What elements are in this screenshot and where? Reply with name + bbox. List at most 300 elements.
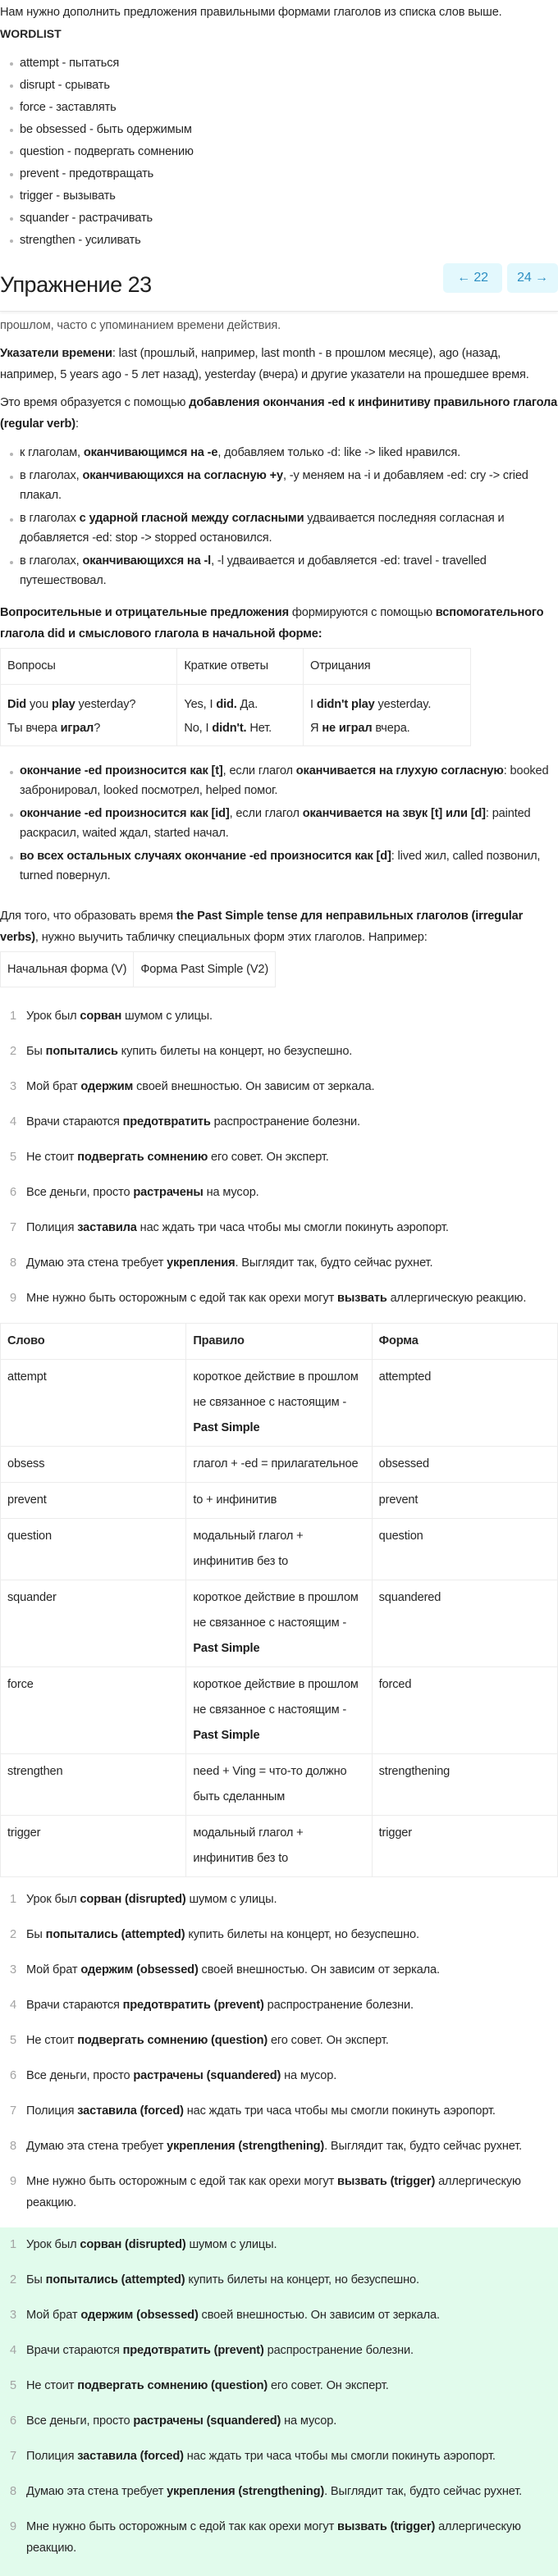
table-row [1, 1483, 558, 1519]
item-text [26, 2379, 389, 2392]
bold-segment: Did [7, 698, 27, 711]
text-segment: купить билеты на концерт, но безуспешно. [185, 1928, 419, 1941]
questions-paragraph [0, 602, 558, 645]
text-segment: need + Ving = что-то должно быть сделанным [193, 1765, 347, 1803]
item-number: 4 [10, 1999, 16, 2012]
final-answer-item [0, 2375, 558, 2396]
item-number: 9 [10, 1292, 16, 1305]
table-header: Краткие ответы [177, 649, 304, 685]
item-number: 9 [10, 2520, 16, 2533]
text-segment: его совет. Он эксперт. [208, 1151, 329, 1164]
wordlist-title: WORDLIST [0, 27, 62, 40]
text-segment: нас ждать три часа чтобы мы смогли покинуть аэропорт. [183, 2104, 496, 2118]
bold-segment: подвергать сомнению (question) [77, 2034, 268, 2047]
exercise-header [0, 260, 558, 312]
text-segment: шумом с улицы. [121, 1010, 213, 1023]
final-answer-item [0, 2269, 558, 2291]
text-segment: Урок был [26, 2238, 80, 2251]
translation-item [0, 1217, 558, 1238]
prev-exercise-button[interactable]: ← 22 [443, 263, 502, 293]
item-text [26, 2485, 522, 2498]
item-number: 7 [10, 2104, 16, 2118]
pronunciation-item [8, 804, 558, 843]
text-segment: you [26, 698, 52, 711]
partial-text-line: прошлом, часто с упоминанием времени действия. [0, 319, 281, 332]
next-exercise-button[interactable]: 24 → [507, 263, 558, 293]
rule-item [8, 443, 558, 463]
bold-segment: предотвратить (prevent) [122, 2344, 264, 2357]
bold-segment: Вопросительные и отрицательные предложения [0, 606, 289, 619]
item-number: 8 [10, 2140, 16, 2153]
bold-segment: растрачены [133, 1186, 204, 1199]
page-title: Упражнение 23 [0, 272, 152, 297]
item-text [26, 1080, 374, 1093]
text-segment: : last (прошлый, например, last month - в прошлом месяце), ago (назад, например, 5 years ago - 5 лет назад), yesterday (вчера) и другие указатели на прошедшее время. [0, 347, 529, 381]
item-number: 2 [10, 2273, 16, 2286]
text-segment: к глаголам, [20, 446, 84, 459]
bold-segment: оканчивается на глухую согласную [295, 764, 504, 777]
translation-item [0, 1182, 558, 1203]
text-segment: . Выглядит так, будто сейчас рухнет. [324, 2140, 523, 2153]
text-segment: , -y меняем на -i и добавляем -ed: cry -> cried плакал. [20, 469, 528, 502]
text-segment: Врачи стараются [26, 1115, 123, 1128]
bold-segment: укрепления (strengthening) [167, 2485, 325, 2498]
text-segment: аллергическую реакцию. [386, 1292, 527, 1305]
item-text [26, 1893, 277, 1906]
item-text [26, 2175, 521, 2209]
text-segment: нас ждать три часа чтобы мы смогли покинуть аэропорт. [183, 2450, 496, 2463]
cell-rule [186, 1360, 372, 1447]
item-number: 4 [10, 2344, 16, 2357]
bold-segment: Указатели времени [0, 347, 112, 360]
text-segment: вчера. [372, 722, 410, 735]
item-text [26, 2104, 496, 2118]
text-segment: Думаю эта стена требует [26, 2485, 167, 2498]
bold-segment: попытались (attempted) [45, 2273, 185, 2286]
text-segment: короткое действие в прошлом не связанное с настоящим - [193, 1591, 359, 1630]
text-segment: yesterday. [374, 698, 432, 711]
item-number: 6 [10, 2414, 16, 2428]
text-segment: модальный глагол + инфинитив без to [193, 1826, 304, 1865]
wordlist-item: question - подвергать сомнению [8, 141, 558, 163]
final-answer-item [0, 2481, 558, 2502]
item-text [26, 2273, 419, 2286]
table-header: Форма Past Simple (V2) [134, 952, 276, 987]
bold-segment: окончание -ed произносится как [id] [20, 807, 230, 820]
bold-segment: подвергать сомнению (question) [77, 2379, 268, 2392]
text-segment: , -l удваивается и добавляется -ed: travel - travelled путешествовал. [20, 554, 487, 587]
final-answers-list [0, 2234, 558, 2559]
bold-segment: попытались (attempted) [45, 1928, 185, 1941]
item-number: 4 [10, 1115, 16, 1128]
text-segment: шумом с улицы. [185, 1893, 277, 1906]
rule-item [8, 466, 558, 505]
cell-rule [186, 1447, 372, 1483]
analysis-table [0, 1323, 558, 1877]
text-segment: удваивается последняя согласная и добавляется -ed: stop -> stopped остановился. [20, 512, 505, 545]
cell-line [184, 693, 296, 717]
cell-form: strengthening [372, 1754, 557, 1816]
cell-line [7, 717, 170, 741]
text-segment: модальный глагол + инфинитив без to [193, 1530, 304, 1568]
bold-segment: Past Simple [193, 1729, 260, 1742]
text-segment: Все деньги, просто [26, 1186, 134, 1199]
table-header: Начальная форма (V) [1, 952, 134, 987]
bold-segment: вызвать (trigger) [337, 2175, 436, 2188]
item-text [26, 1963, 440, 1976]
text-segment: Полиция [26, 1221, 78, 1234]
bold-segment: играл [60, 722, 94, 735]
text-segment: его совет. Он эксперт. [268, 2034, 389, 2047]
cell-rule [186, 1816, 372, 1877]
translation-item [0, 1288, 558, 1309]
item-number: 5 [10, 2379, 16, 2392]
answer-item [0, 2171, 558, 2214]
final-answer-item [0, 2410, 558, 2432]
item-text [26, 2238, 277, 2251]
text-segment: Бы [26, 2273, 46, 2286]
table-header: Отрицания [304, 649, 471, 685]
text-segment: , нужно выучить табличку специальных форм этих глаголов. Например: [34, 931, 428, 944]
text-segment: Для того, что образовать время [0, 910, 176, 923]
cell-form: prevent [372, 1483, 557, 1519]
answer-item [0, 1889, 558, 1910]
cell-word: strengthen [1, 1754, 186, 1816]
text-segment: на мусор. [203, 1186, 259, 1199]
text-segment: Полиция [26, 2450, 78, 2463]
answer-item [0, 1959, 558, 1981]
bold-segment: не играл [322, 722, 373, 735]
text-segment: нас ждать три часа чтобы мы смогли покинуть аэропорт. [136, 1221, 449, 1234]
text-segment: to + инфинитив [193, 1493, 277, 1507]
bold-segment: одержим (obsessed) [80, 2309, 199, 2322]
text-segment: аллергическую реакцию. [26, 2520, 521, 2555]
text-segment: Врачи стараются [26, 1999, 123, 2012]
bold-segment: укрепления (strengthening) [167, 2140, 325, 2153]
answer-item [0, 2030, 558, 2051]
item-number: 3 [10, 1080, 16, 1093]
text-segment: : lived жил, called позвонил, turned повернул. [20, 850, 541, 882]
text-segment: в глаголах, [20, 554, 83, 568]
bold-segment: сорван (disrupted) [80, 2238, 186, 2251]
text-segment: шумом с улицы. [185, 2238, 277, 2251]
table-row [1, 1816, 558, 1877]
cell-form: question [372, 1519, 557, 1580]
bold-segment: заставила (forced) [77, 2450, 184, 2463]
text-segment: Все деньги, просто [26, 2069, 134, 2082]
translation-item [0, 1076, 558, 1097]
text-segment: его совет. Он эксперт. [268, 2379, 389, 2392]
cell-word: force [1, 1667, 186, 1754]
cell-rule [186, 1580, 372, 1667]
translation-item [0, 1252, 558, 1274]
answer-item [0, 2065, 558, 2086]
final-answer-item [0, 2516, 558, 2559]
translation-item [0, 1111, 558, 1133]
irregular-paragraph [0, 905, 558, 948]
text-segment: Yes, I [184, 698, 217, 711]
text-segment: своей внешностью. Он зависим от зеркала. [198, 1963, 440, 1976]
text-segment: Мой брат [26, 2309, 81, 2322]
answer-item [0, 2136, 558, 2157]
wordlist-item: squander - растрачивать [8, 207, 558, 230]
bold-segment: с ударной гласной между согласными [79, 512, 304, 525]
text-segment: распространение болезни. [263, 2344, 414, 2357]
text-segment: , добавляем только -d: like -> liked нравился. [217, 446, 461, 459]
text-segment: yesterday? [75, 698, 136, 711]
item-text [26, 1221, 449, 1234]
spelling-rules-list [0, 443, 558, 590]
final-answer-item [0, 2446, 558, 2467]
text-segment: на мусор. [281, 2069, 337, 2082]
text-segment: Думаю эта стена требует [26, 1256, 167, 1270]
bold-segment: добавления окончания -ed к инфинитиву правильного глагола (regular verb) [0, 396, 558, 431]
item-text [26, 2344, 414, 2357]
item-number: 7 [10, 2450, 16, 2463]
text-segment: , если глагол [222, 764, 296, 777]
rule-item [8, 508, 558, 548]
table-header: Форма [372, 1324, 557, 1360]
final-answer-item [0, 2305, 558, 2326]
item-number: 6 [10, 1186, 16, 1199]
text-segment: Бы [26, 1928, 46, 1941]
bold-segment: оканчивающихся на -l [82, 554, 212, 568]
item-number: 8 [10, 2485, 16, 2498]
text-segment: короткое действие в прошлом не связанное с настоящим - [193, 1678, 359, 1717]
cell-word: obsess [1, 1447, 186, 1483]
wordlist-item: disrupt - срывать [8, 75, 558, 97]
pronunciation-list [0, 761, 558, 886]
text-segment: Урок был [26, 1010, 80, 1023]
text-segment: . Выглядит так, будто сейчас рухнет. [324, 2485, 523, 2498]
table-header: Слово [1, 1324, 186, 1360]
bold-segment: сорван [80, 1010, 122, 1023]
bold-segment: подвергать сомнению [77, 1151, 208, 1164]
cell-form: squandered [372, 1580, 557, 1667]
item-text [26, 1292, 526, 1305]
rule-item [8, 551, 558, 590]
cell-line [310, 693, 464, 717]
text-segment: Не стоит [26, 1151, 78, 1164]
answer-item [0, 2100, 558, 2122]
text-segment: Урок был [26, 1893, 80, 1906]
text-segment: Мне нужно быть осторожным с едой так как орехи могут [26, 1292, 338, 1305]
cell-line [7, 693, 170, 717]
answer-item [0, 1924, 558, 1945]
time-markers-paragraph [0, 343, 558, 385]
bold-segment: во всех остальных случаях окончание -ed произносится как [d] [20, 850, 391, 863]
table-row [1, 1519, 558, 1580]
item-number: 3 [10, 1963, 16, 1976]
cell-form: forced [372, 1667, 557, 1754]
wordlist-item: strengthen - усиливать [8, 230, 558, 252]
text-segment: Нет. [246, 722, 272, 735]
item-number: 1 [10, 1893, 16, 1906]
text-segment: Не стоит [26, 2379, 78, 2392]
wordlist-item: attempt - пытаться [8, 52, 558, 75]
item-text [26, 1010, 213, 1023]
item-number: 5 [10, 2034, 16, 2047]
item-number: 1 [10, 2238, 16, 2251]
item-text [26, 1928, 419, 1941]
item-text [26, 2034, 389, 2047]
text-segment: Я [310, 722, 322, 735]
cell-word: squander [1, 1580, 186, 1667]
bold-segment: оканчивающимся на -e [83, 446, 218, 459]
bold-segment: play [51, 698, 75, 711]
bold-segment: предотвратить [122, 1115, 211, 1128]
bold-segment: попытались [45, 1045, 118, 1058]
translation-item [0, 1147, 558, 1168]
cell-line [184, 717, 296, 741]
table-cell [304, 685, 471, 746]
bold-segment: сорван (disrupted) [80, 1893, 186, 1906]
text-segment: распространение болезни. [210, 1115, 360, 1128]
table-cell [1, 685, 177, 746]
text-segment: : [75, 417, 79, 431]
bold-segment: одержим (obsessed) [80, 1963, 199, 1976]
bold-segment: окончание -ed произносится как [t] [20, 764, 223, 777]
text-segment: , если глагол [229, 807, 303, 820]
item-text [26, 1256, 432, 1270]
text-segment: Мой брат [26, 1963, 81, 1976]
formation-paragraph [0, 392, 558, 435]
bold-segment: вспомогательного глагола did и смыслового глагола в начальной форме: [0, 606, 544, 641]
text-segment: глагол + -ed = прилагательное [193, 1457, 359, 1470]
wordlist [0, 52, 558, 252]
wordlist-item: prevent - предотвращать [8, 163, 558, 185]
text-segment: распространение болезни. [263, 1999, 414, 2012]
cell-word: attempt [1, 1360, 186, 1447]
text-segment: Бы [26, 1045, 46, 1058]
item-text [26, 1045, 352, 1058]
item-number: 2 [10, 1928, 16, 1941]
bold-segment: предотвратить (prevent) [122, 1999, 264, 2012]
cell-rule [186, 1519, 372, 1580]
pronunciation-item [8, 846, 558, 886]
item-text [26, 1186, 259, 1199]
text-segment: своей внешностью. Он зависим от зеркала. [133, 1080, 375, 1093]
bold-segment: растрачены (squandered) [133, 2414, 281, 2428]
table-row [1, 1447, 558, 1483]
text-segment: Мой брат [26, 1080, 81, 1093]
text-segment: Это время образуется с помощью [0, 396, 190, 409]
text-segment: Ты вчера [7, 722, 61, 735]
cell-form: obsessed [372, 1447, 557, 1483]
translation-item [0, 1005, 558, 1027]
pronunciation-item [8, 761, 558, 800]
item-text [26, 2140, 522, 2153]
item-text [26, 1151, 329, 1164]
irregular-forms-table [0, 951, 276, 987]
text-segment: : painted раскрасил, waited ждал, started начал. [20, 807, 531, 840]
text-segment: в глаголах [20, 512, 80, 525]
bold-segment: Past Simple [193, 1421, 260, 1434]
bold-segment: вызвать (trigger) [337, 2520, 436, 2533]
item-number: 3 [10, 2309, 16, 2322]
text-segment: I [310, 698, 317, 711]
text-segment: Все деньги, просто [26, 2414, 134, 2428]
item-number: 9 [10, 2175, 16, 2188]
text-segment: Думаю эта стена требует [26, 2140, 167, 2153]
bold-segment: did. [216, 698, 237, 711]
answer-item [0, 1995, 558, 2016]
text-segment: Мне нужно быть осторожным с едой так как орехи могут [26, 2520, 338, 2533]
text-segment: купить билеты на концерт, но безуспешно. [117, 1045, 353, 1058]
wordlist-item: be obsessed - быть одержимым [8, 119, 558, 141]
bold-segment: вызвать [337, 1292, 387, 1305]
table-header: Правило [186, 1324, 372, 1360]
bold-segment: the Past Simple tense для неправильных глаголов (irregular verbs) [0, 910, 524, 944]
item-number: 5 [10, 1151, 16, 1164]
cell-word: prevent [1, 1483, 186, 1519]
bold-segment: Past Simple [193, 1642, 260, 1655]
text-segment: No, I [184, 722, 213, 735]
table-row [1, 1580, 558, 1667]
bold-segment: оканчивается на звук [t] или [d] [302, 807, 486, 820]
text-segment: на мусор. [281, 2414, 337, 2428]
cell-rule [186, 1667, 372, 1754]
bold-segment: растрачены (squandered) [133, 2069, 281, 2082]
text-segment: аллергическую реакцию. [26, 2175, 521, 2209]
text-segment: в глаголах, [20, 469, 83, 482]
text-segment: : booked забронировал, looked посмотрел, helped помог. [20, 764, 549, 797]
item-number: 7 [10, 1221, 16, 1234]
cell-line [310, 717, 464, 741]
bold-segment: одержим [80, 1080, 134, 1093]
text-segment: Да. [236, 698, 258, 711]
bold-segment: заставила (forced) [77, 2104, 184, 2118]
item-number: 6 [10, 2069, 16, 2082]
text-segment: своей внешностью. Он зависим от зеркала. [198, 2309, 440, 2322]
item-number: 1 [10, 1010, 16, 1023]
item-text [26, 1115, 360, 1128]
cell-rule [186, 1483, 372, 1519]
text-segment: купить билеты на концерт, но безуспешно. [185, 2273, 419, 2286]
translation-list [0, 1005, 558, 1309]
cell-form: trigger [372, 1816, 557, 1877]
item-text [26, 2520, 521, 2555]
wordlist-item: force - заставлять [8, 97, 558, 119]
table-row [1, 1360, 558, 1447]
table-header: Вопросы [1, 649, 177, 685]
final-answer-item [0, 2340, 558, 2361]
text-segment: Мне нужно быть осторожным с едой так как орехи могут [26, 2175, 338, 2188]
bold-segment: укрепления [167, 1256, 236, 1270]
item-number: 2 [10, 1045, 16, 1058]
questions-table [0, 648, 471, 746]
cell-word: trigger [1, 1816, 186, 1877]
text-segment: Не стоит [26, 2034, 78, 2047]
bold-segment: didn't play [316, 698, 375, 711]
cell-word: question [1, 1519, 186, 1580]
table-row [1, 1754, 558, 1816]
text-segment: короткое действие в прошлом не связанное с настоящим - [193, 1370, 359, 1409]
answer-box [0, 2227, 558, 2576]
table-cell [177, 685, 304, 746]
cell-form: attempted [372, 1360, 557, 1447]
task-intro: Нам нужно дополнить предложения правильными формами глаголов из списка слов выше. [0, 6, 502, 19]
bold-segment: заставила [77, 1221, 137, 1234]
item-text [26, 2414, 336, 2428]
bold-segment: didn't. [212, 722, 247, 735]
item-number: 8 [10, 1256, 16, 1270]
wordlist-item: trigger - вызывать [8, 185, 558, 207]
final-answer-item [0, 2234, 558, 2255]
item-text [26, 2309, 440, 2322]
item-text [26, 1999, 414, 2012]
item-text [26, 2450, 496, 2463]
